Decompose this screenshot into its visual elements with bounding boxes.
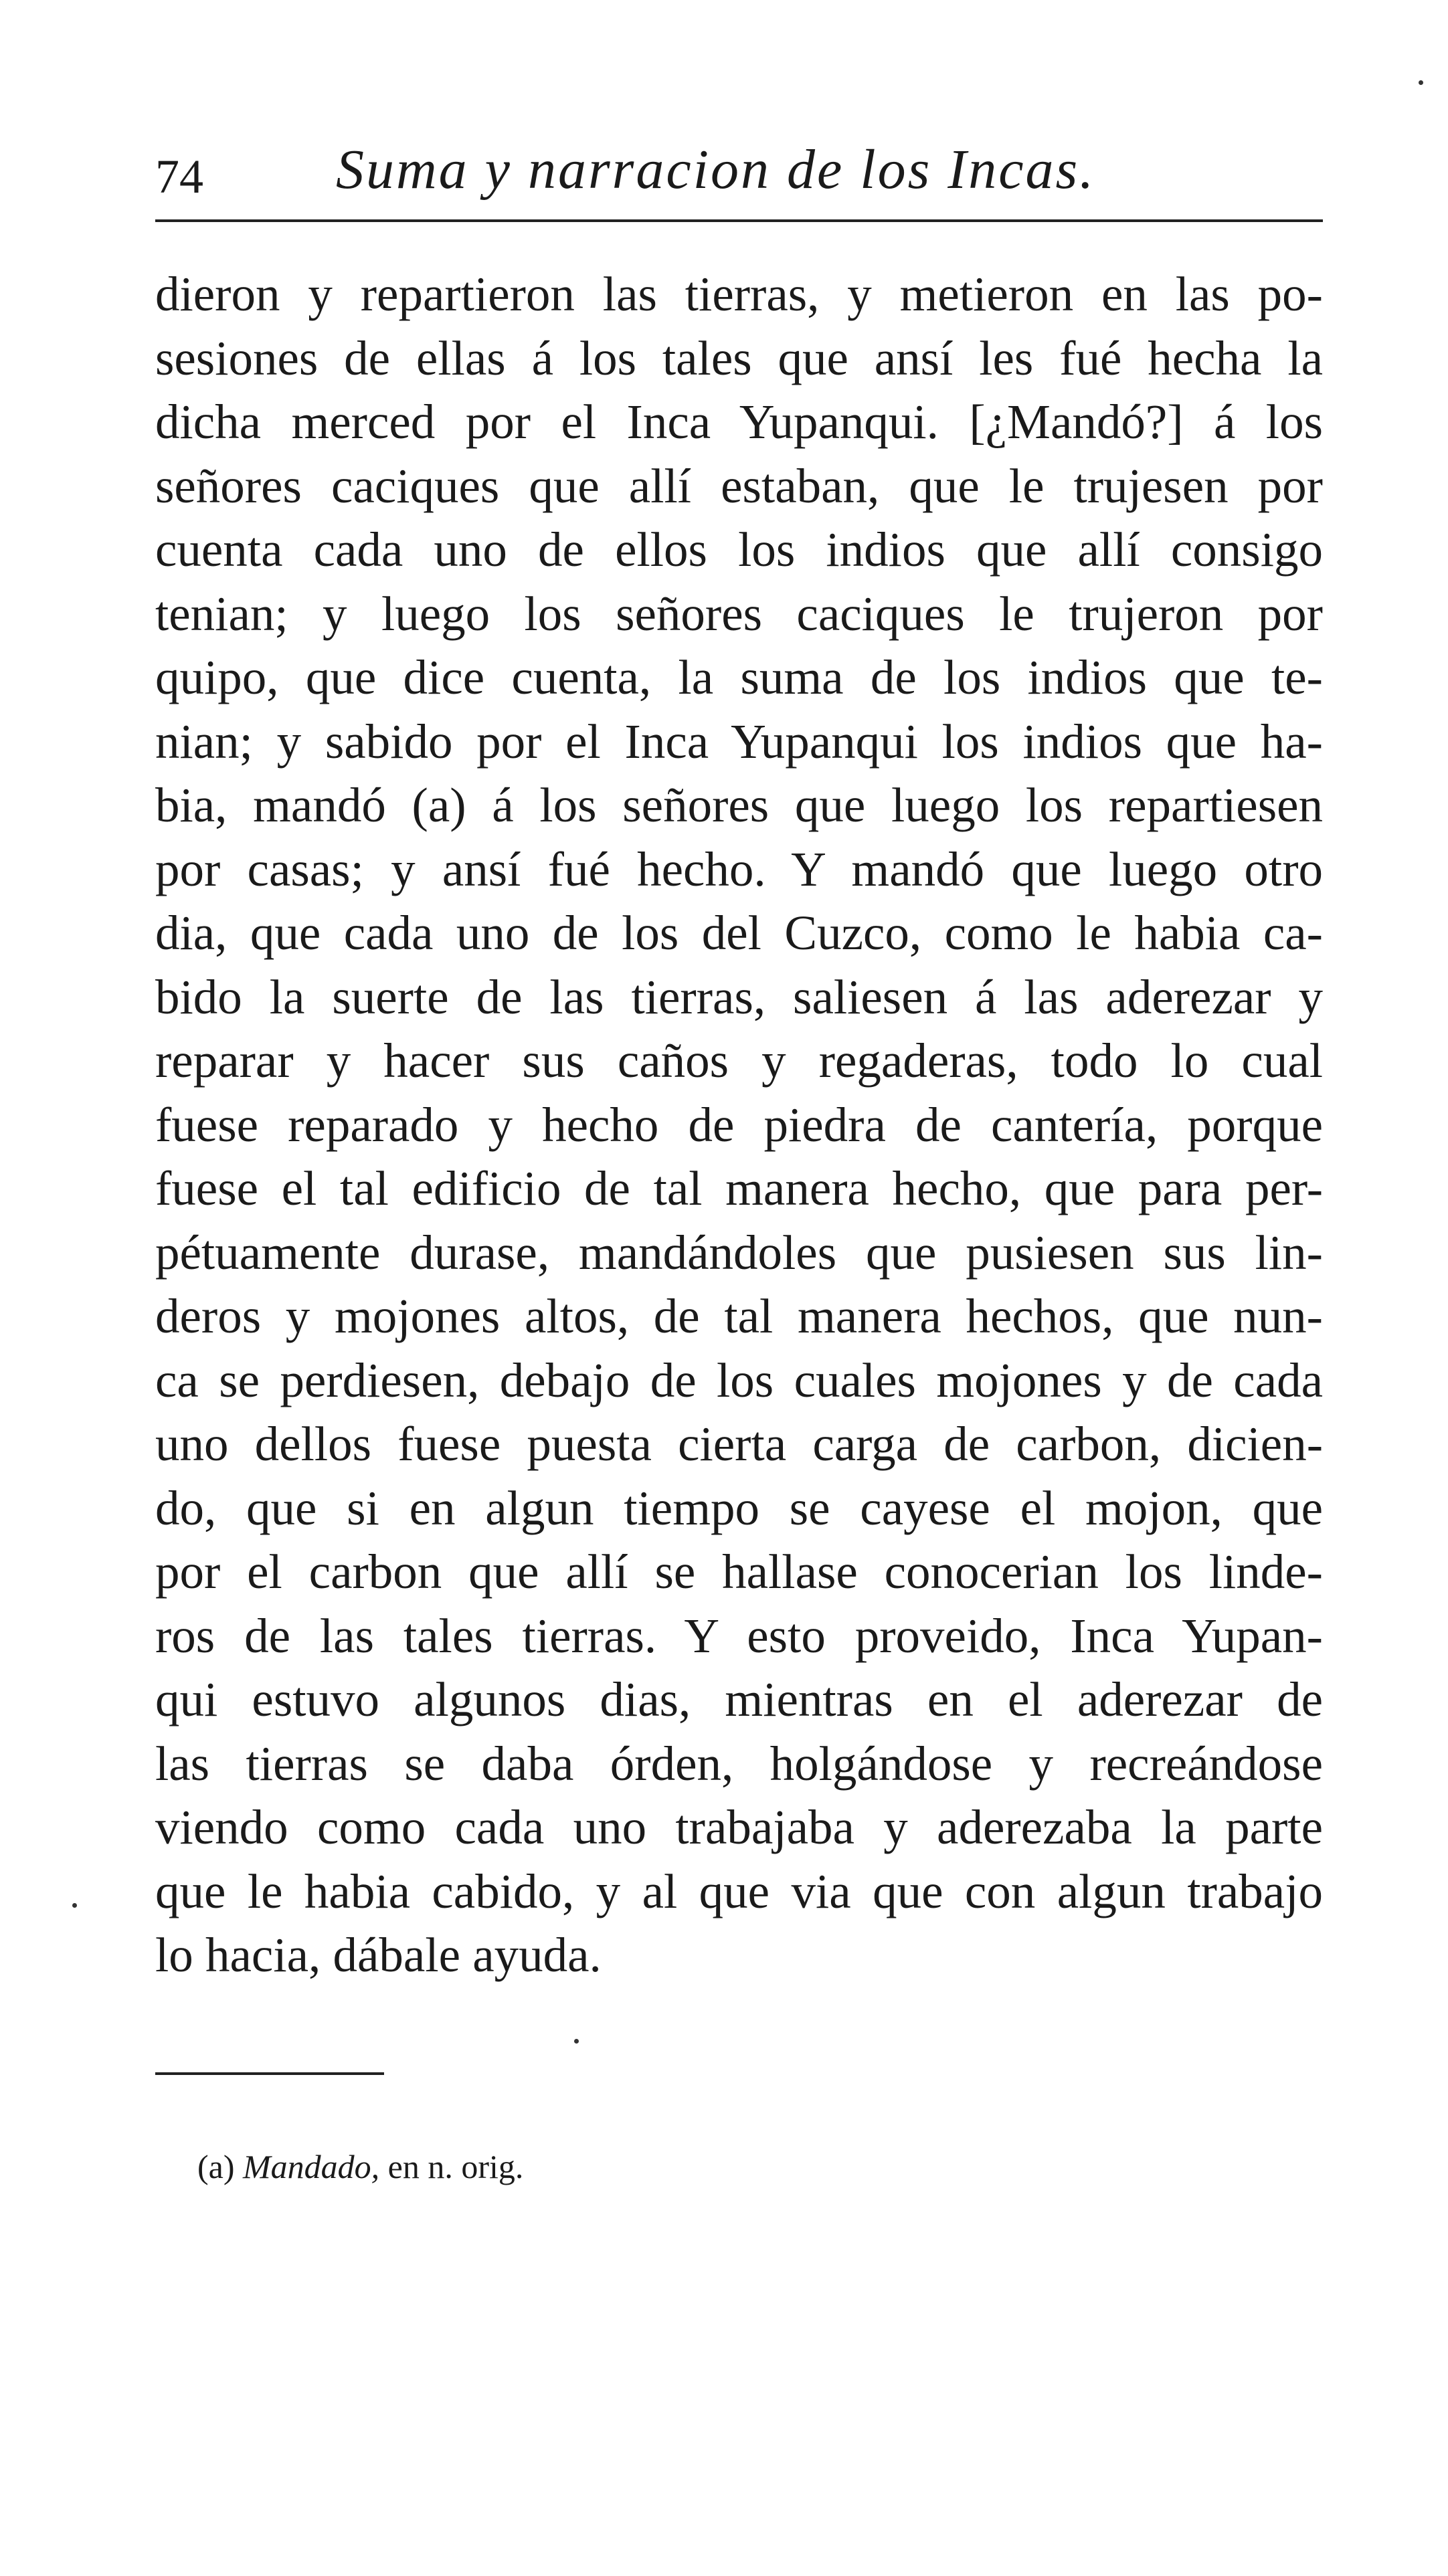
text-line: fuese el tal edificio de tal manera hecho, que para per- (155, 1161, 1323, 1215)
footnote (197, 2147, 523, 2186)
text-line: dicha merced por el Inca Yupanqui. [¿Mandó?] á los (155, 395, 1323, 449)
text-line: ca se perdiesen, debajo de los cuales mojones y de cada (155, 1353, 1323, 1407)
footnote-rest: en n. orig. (387, 2148, 524, 2185)
running-title: Suma y narracion de los Incas. (336, 138, 1096, 201)
text-line: cuenta cada uno de ellos los indios que allí consigo (155, 522, 1323, 577)
text-line: do, que si en algun tiempo se cayese el mojon, que (155, 1480, 1323, 1535)
text-line: sesiones de ellas á los tales que ansí les fué hecha la (155, 330, 1323, 385)
footnote-marker: (a) (197, 2148, 235, 2185)
ink-speck (574, 2039, 579, 2044)
text-line: dieron y repartieron las tierras, y metieron en las po- (155, 267, 1323, 321)
text-line: reparar y hacer sus caños y regaderas, todo lo cual (155, 1033, 1323, 1088)
text-line: señores caciques que allí estaban, que le trujesen por (155, 458, 1323, 513)
text-line: por el carbon que allí se hallase conocerian los linde- (155, 1545, 1323, 1599)
text-line: bido la suerte de las tierras, saliesen á las aderezar y (155, 969, 1323, 1024)
text-line: qui estuvo algunos dias, mientras en el aderezar de (155, 1672, 1323, 1726)
text-line: tenian; y luego los señores caciques le trujeron por (155, 586, 1323, 641)
footnote-word: Mandado, (243, 2148, 380, 2185)
page-header (155, 137, 1326, 211)
text-line: las tierras se daba órden, holgándose y recreándose (155, 1736, 1323, 1791)
header-rule (155, 219, 1323, 222)
text-line: lo hacia, dábale ayuda. (155, 1928, 602, 1982)
page-number: 74 (155, 150, 203, 203)
body-text (155, 262, 1323, 1987)
text-line: quipo, que dice cuenta, la suma de los indios que te- (155, 650, 1323, 704)
text-line: uno dellos fuese puesta cierta carga de carbon, dicien- (155, 1417, 1323, 1471)
text-line: por casas; y ansí fué hecho. Y mandó que luego otro (155, 841, 1323, 896)
ink-speck (1419, 80, 1423, 85)
text-line: deros y mojones altos, de tal manera hechos, que nun- (155, 1289, 1323, 1343)
text-line: pétuamente durase, mandándoles que pusiesen sus lin- (155, 1225, 1323, 1280)
text-line: bia, mandó (a) á los señores que luego los repartiesen (155, 778, 1323, 832)
text-line: ros de las tales tierras. Y esto proveido, Inca Yupan- (155, 1608, 1323, 1663)
text-line: que le habia cabido, y al que via que con algun trabajo (155, 1864, 1323, 1918)
ink-speck (72, 1903, 77, 1908)
text-line: nian; y sabido por el Inca Yupanqui los indios que ha- (155, 714, 1323, 769)
text-line: viendo como cada uno trabajaba y aderezaba la parte (155, 1800, 1323, 1854)
text-line: fuese reparado y hecho de piedra de cantería, porque (155, 1097, 1323, 1152)
text-line: dia, que cada uno de los del Cuzco, como le habia ca- (155, 906, 1323, 960)
footnote-rule (155, 2072, 384, 2075)
